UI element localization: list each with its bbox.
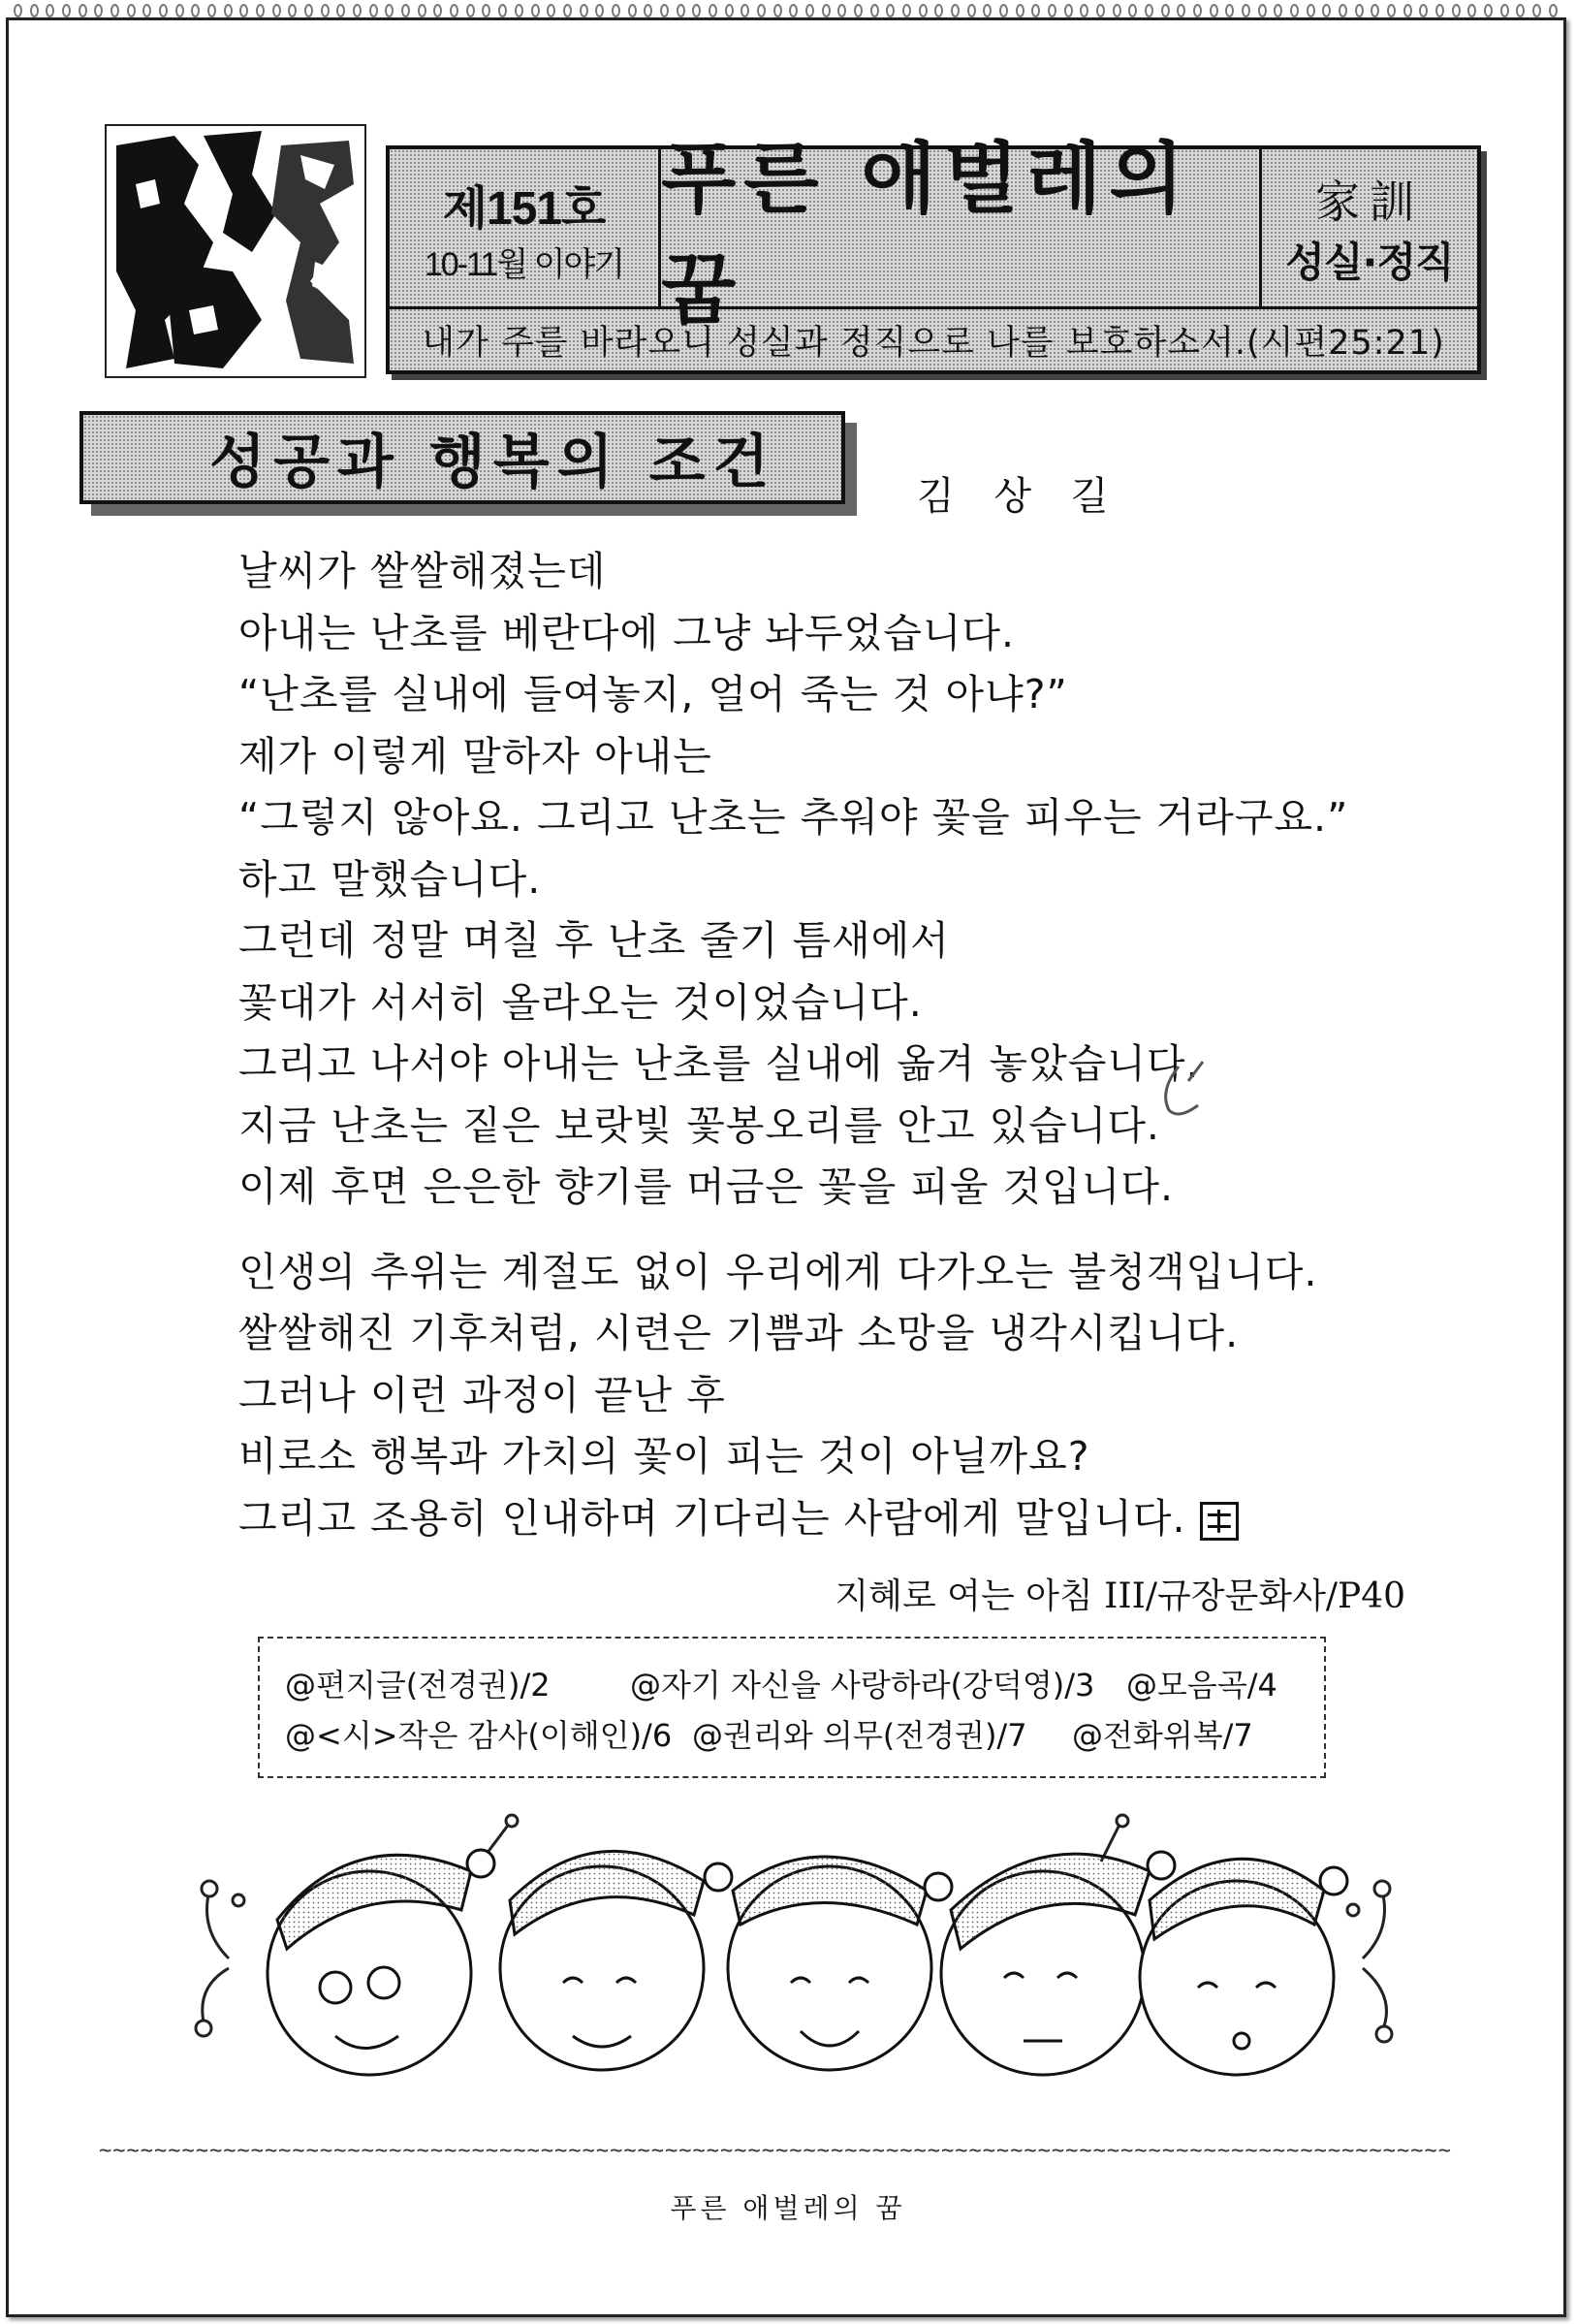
spiral-ring-icon <box>1307 4 1315 17</box>
handwritten-check-icon <box>1150 1047 1237 1125</box>
body-line: 비로소 행복과 가치의 꽃이 피는 것이 아닐까요? <box>238 1433 1090 1480</box>
spiral-ring-icon <box>999 4 1008 17</box>
spiral-ring-icon <box>951 4 960 17</box>
spiral-ring-icon <box>660 4 669 17</box>
contents-item: @편지글(전경권)/2 <box>285 1667 551 1703</box>
stanza-gap <box>238 1219 1305 1242</box>
spiral-ring-icon <box>1290 4 1299 17</box>
body-line: 그러나 이런 과정이 끝난 후 <box>238 1371 726 1418</box>
body-line: 날씨가 쌀쌀해졌는데 <box>238 548 607 594</box>
spiral-ring-icon <box>1403 4 1412 17</box>
motto-text: 성실·정직 <box>1285 239 1454 286</box>
spiral-ring-icon <box>1177 4 1185 17</box>
spiral-ring-icon <box>1484 4 1493 17</box>
spiral-ring-icon <box>1274 4 1282 17</box>
spiral-ring-icon <box>14 4 22 17</box>
footer-divider: ~~~~~~~~~~~~~~~~~~~~~~~~~~~~~~~~~~~~~~~~~~~~~~~~~~~~~~~~~~~~~~~~~~~~~~~~~~~~~~~~~~~~~~~~~~~~~~~~~~ <box>99 2139 1453 2163</box>
spiral-ring-icon <box>1500 4 1509 17</box>
spiral-ring-icon <box>159 4 168 17</box>
spiral-ring-icon <box>1193 4 1202 17</box>
spiral-ring-icon <box>1080 4 1088 17</box>
contents-item: @모음곡/4 <box>1126 1667 1277 1703</box>
spiral-ring-icon <box>595 4 604 17</box>
spiral-ring-icon <box>902 4 911 17</box>
contents-row <box>285 1660 1324 1710</box>
body-line: 하고 말했습니다. <box>238 855 542 903</box>
spiral-ring-icon <box>482 4 490 17</box>
spiral-ring-icon <box>1435 4 1444 17</box>
spiral-ring-icon <box>967 4 976 17</box>
body-line: 그리고 나서야 아내는 난초를 실내에 옮겨 놓았습니다. <box>238 1040 1200 1087</box>
body-line: 꽃대가 서서히 올라오는 것이었습니다. <box>238 978 923 1026</box>
spiral-ring-icon <box>789 4 798 17</box>
spiral-ring-icon <box>1064 4 1073 17</box>
spiral-ring-icon <box>934 4 943 17</box>
spiral-ring-icon <box>531 4 540 17</box>
spiral-ring-icon <box>837 4 846 17</box>
spiral-ring-icon <box>1339 4 1347 17</box>
spiral-ring-icon <box>1225 4 1234 17</box>
issue-months: 10-11월 이야기 <box>424 246 624 283</box>
spiral-ring-icon <box>1210 4 1218 17</box>
spiral-ring-icon <box>612 4 620 17</box>
spiral-ring-icon <box>822 4 831 17</box>
spiral-ring-icon <box>336 4 345 17</box>
body-line: 제가 이렇게 말하자 아내는 <box>238 732 712 780</box>
body-line: 아내는 난초를 베란다에 그냥 놔두었습니다. <box>238 609 1016 656</box>
spiral-ring-icon <box>1161 4 1170 17</box>
bible-verse: 내가 주를 바라오니 성실과 정직으로 나를 보호하소서.(시편25:21) <box>390 306 1477 370</box>
newsletter-logo-image <box>105 124 366 378</box>
spiral-ring-icon <box>677 4 685 17</box>
contents-row <box>285 1710 1324 1761</box>
motto-hanja: 家訓 <box>1315 175 1424 228</box>
spiral-ring-icon <box>1128 4 1137 17</box>
body-line: 인생의 추위는 계절도 없이 우리에게 다가오는 불청객입니다. <box>238 1248 1318 1295</box>
spiral-ring-icon <box>563 4 572 17</box>
spiral-ring-icon <box>94 4 103 17</box>
spiral-ring-icon <box>805 4 814 17</box>
spiral-ring-icon <box>207 4 216 17</box>
spiral-ring-icon <box>1387 4 1396 17</box>
spiral-ring-icon <box>142 4 151 17</box>
spiral-ring-icon <box>1096 4 1105 17</box>
spiral-ring-icon <box>450 4 458 17</box>
spiral-ring-icon <box>1113 4 1121 17</box>
spiral-ring-icon <box>741 4 749 17</box>
article-source: 지혜로 여는 아침 III/규장문화사/P40 <box>835 1576 1405 1616</box>
spiral-ring-icon <box>709 4 717 17</box>
family-motto <box>1262 149 1477 306</box>
article-title: 성공과 행복의 조건 <box>79 411 845 504</box>
spiral-ring-icon <box>1322 4 1331 17</box>
spiral-ring-icon <box>515 4 523 17</box>
spiral-ring-icon <box>1549 4 1558 17</box>
contents-item: @전화위복/7 <box>1072 1717 1253 1754</box>
spiral-ring-icon <box>401 4 410 17</box>
spiral-ring-icon <box>256 4 265 17</box>
newsletter-header <box>386 134 1481 374</box>
spiral-ring-icon <box>1371 4 1379 17</box>
spiral-ring-icon <box>498 4 507 17</box>
spiral-ring-icon <box>1467 4 1476 17</box>
spiral-ring-icon <box>1532 4 1541 17</box>
body-line-last <box>238 1488 1305 1550</box>
spiral-ring-icon <box>854 4 863 17</box>
spiral-ring-icon <box>272 4 281 17</box>
contents-item: @권리와 의무(전경권)/7 <box>692 1717 1027 1754</box>
spiral-ring-icon <box>547 4 555 17</box>
spiral-ring-icon <box>1419 4 1428 17</box>
spiral-ring-icon <box>46 4 54 17</box>
spiral-ring-icon <box>692 4 701 17</box>
santa-children-illustration <box>190 1803 1402 2094</box>
contents-item: @<시>작은 감사(이해인)/6 <box>285 1717 673 1754</box>
body-line: 이제 후면 은은한 향기를 머금은 꽃을 피울 것입니다. <box>238 1163 1174 1210</box>
spiral-ring-icon <box>1145 4 1153 17</box>
spiral-ring-icon <box>1516 4 1525 17</box>
spiral-ring-icon <box>30 4 39 17</box>
spiral-ring-icon <box>239 4 248 17</box>
spiral-ring-icon <box>369 4 378 17</box>
body-line: “난초를 실내에 들여놓지, 얼어 죽는 것 아냐?” <box>238 671 1068 717</box>
spiral-ring-icon <box>1031 4 1040 17</box>
spiral-ring-icon <box>919 4 928 17</box>
spiral-ring-icon <box>385 4 394 17</box>
spiral-ring-icon <box>773 4 782 17</box>
spiral-ring-icon <box>644 4 652 17</box>
spiral-ring-icon <box>433 4 442 17</box>
article-author: 김 상 길 <box>917 474 1122 519</box>
spiral-ring-icon <box>321 4 330 17</box>
spiral-ring-icon <box>110 4 119 17</box>
spiral-ring-icon <box>466 4 475 17</box>
body-line: “그렇지 않아요. 그리고 난초는 추워야 꽃을 피우는 거라구요.” <box>238 794 1349 841</box>
spiral-ring-icon <box>983 4 992 17</box>
spiral-ring-icon <box>79 4 87 17</box>
spiral-ring-icon <box>1258 4 1267 17</box>
issue-number: 제151호 <box>442 183 606 235</box>
spiral-ring-icon <box>886 4 895 17</box>
spiral-ring-icon <box>1355 4 1364 17</box>
tree-silhouette-icon <box>107 126 364 376</box>
spiral-ring-icon <box>304 4 313 17</box>
footer-title: 푸른 애벌레의 꿈 <box>670 2192 906 2224</box>
body-line: 지금 난초는 짙은 보랏빛 꽃봉오리를 안고 있습니다. <box>238 1101 1160 1149</box>
end-seal-icon <box>1200 1502 1239 1541</box>
spiral-ring-icon <box>1452 4 1461 17</box>
issue-info <box>390 149 661 306</box>
body-line: 쌀쌀해진 기후처럼, 시련은 기쁨과 소망을 냉각시킵니다. <box>238 1310 1240 1356</box>
spiral-ring-icon <box>62 4 71 17</box>
newsletter-title: 푸른 애벌레의 꿈 <box>661 149 1262 306</box>
spiral-ring-icon <box>224 4 233 17</box>
spiral-ring-icon <box>1048 4 1056 17</box>
spiral-ring-icon <box>175 4 184 17</box>
spiral-ring-icon <box>127 4 136 17</box>
body-line: 그런데 정말 며칠 후 난초 줄기 틈새에서 <box>238 917 950 964</box>
spiral-ring-icon <box>288 4 297 17</box>
spiral-ring-icon <box>628 4 637 17</box>
spiral-ring-icon <box>191 4 200 17</box>
spiral-ring-icon <box>353 4 362 17</box>
body-line-text: 그리고 조용히 인내하며 기다리는 사람에게 말입니다. <box>238 1494 1186 1542</box>
spiral-ring-icon <box>1016 4 1024 17</box>
spiral-ring-icon <box>757 4 766 17</box>
spiral-ring-icon <box>580 4 588 17</box>
article-body <box>238 541 1349 1549</box>
contents-item: @자기 자신을 사랑하라(강덕영)/3 <box>630 1667 1095 1703</box>
spiral-ring-icon <box>1242 4 1250 17</box>
spiral-ring-icon <box>418 4 426 17</box>
contents-box <box>258 1637 1326 1778</box>
spiral-ring-icon <box>725 4 734 17</box>
spiral-ring-icon <box>870 4 879 17</box>
